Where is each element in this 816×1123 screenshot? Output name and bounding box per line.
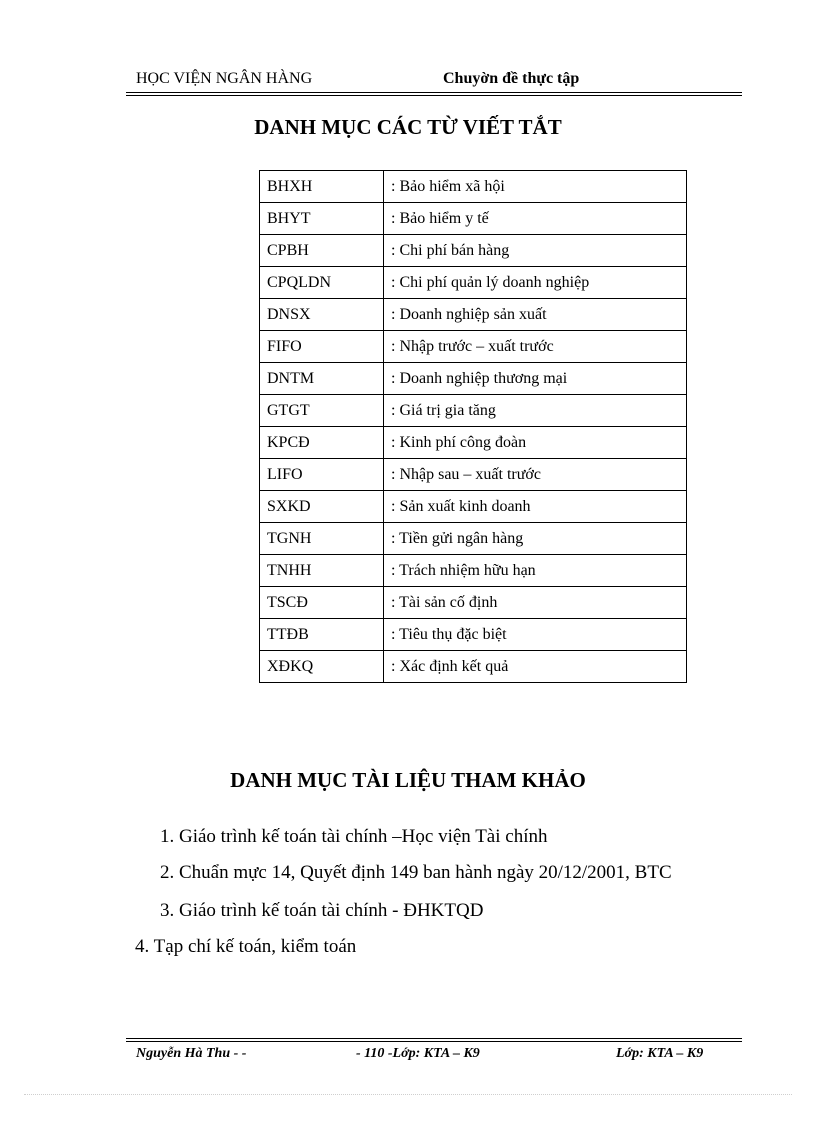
abbr-meaning: : Sản xuất kinh doanh	[384, 491, 687, 523]
page-header	[126, 70, 742, 92]
abbr-meaning: : Xác định kết quả	[384, 651, 687, 683]
header-doc-type: Chuyờn đề thực tập	[443, 70, 580, 87]
table-row	[260, 395, 687, 427]
abbr-code: SXKD	[260, 491, 384, 523]
footer-rule	[126, 1038, 742, 1042]
abbr-meaning: : Tài sản cố định	[384, 587, 687, 619]
abbr-meaning: : Nhập trước – xuất trước	[384, 331, 687, 363]
abbr-meaning: : Nhập sau – xuất trước	[384, 459, 687, 491]
table-row	[260, 235, 687, 267]
abbr-code: DNSX	[260, 299, 384, 331]
table-row	[260, 619, 687, 651]
abbr-code: DNTM	[260, 363, 384, 395]
table-row	[260, 587, 687, 619]
abbr-meaning: : Tiền gửi ngân hàng	[384, 523, 687, 555]
abbr-code: LIFO	[260, 459, 384, 491]
abbr-code: TTĐB	[260, 619, 384, 651]
abbr-meaning: : Doanh nghiệp sản xuất	[384, 299, 687, 331]
footer-class: Lớp: KTA – K9	[616, 1046, 704, 1061]
table-row	[260, 651, 687, 683]
abbr-code: FIFO	[260, 331, 384, 363]
abbr-meaning: : Bảo hiểm xã hội	[384, 171, 687, 203]
table-row	[260, 299, 687, 331]
abbr-code: GTGT	[260, 395, 384, 427]
abbr-code: TNHH	[260, 555, 384, 587]
abbreviations-table	[259, 170, 687, 683]
abbreviations-title: DANH MỤC CÁC TỪ VIẾT TẮT	[254, 115, 562, 139]
list-item: 3. Giáo trình kế toán tài chính - ĐHKTQD	[160, 900, 484, 921]
list-item: 2. Chuẩn mực 14, Quyết định 149 ban hành ngày 20/12/2001, BTC	[160, 862, 672, 883]
table-row	[260, 267, 687, 299]
abbr-meaning: : Tiêu thụ đặc biệt	[384, 619, 687, 651]
header-institution: HỌC VIỆN NGÂN HÀNG	[136, 70, 313, 87]
abbr-meaning: : Chi phí quản lý doanh nghiệp	[384, 267, 687, 299]
page-footer	[126, 1046, 742, 1066]
abbr-code: BHYT	[260, 203, 384, 235]
abbr-code: CPQLDN	[260, 267, 384, 299]
table-row	[260, 523, 687, 555]
abbr-code: BHXH	[260, 171, 384, 203]
abbr-code: KPCĐ	[260, 427, 384, 459]
table-row	[260, 491, 687, 523]
table-row	[260, 203, 687, 235]
abbr-meaning: : Trách nhiệm hữu hạn	[384, 555, 687, 587]
header-rule	[126, 92, 742, 96]
abbr-meaning: : Chi phí bán hàng	[384, 235, 687, 267]
abbr-meaning: : Bảo hiểm y tế	[384, 203, 687, 235]
table-row	[260, 459, 687, 491]
table-row	[260, 555, 687, 587]
abbr-meaning: : Kinh phí công đoàn	[384, 427, 687, 459]
list-item: 4. Tạp chí kế toán, kiểm toán	[135, 936, 357, 957]
abbr-code: TGNH	[260, 523, 384, 555]
table-row	[260, 171, 687, 203]
table-row	[260, 363, 687, 395]
abbr-code: TSCĐ	[260, 587, 384, 619]
abbr-code: XĐKQ	[260, 651, 384, 683]
table-row	[260, 331, 687, 363]
abbr-meaning: : Giá trị gia tăng	[384, 395, 687, 427]
footer-page-number: - 110 -Lớp: KTA – K9	[356, 1046, 480, 1061]
abbr-code: CPBH	[260, 235, 384, 267]
footer-author: Nguyễn Hà Thu - -	[136, 1046, 247, 1061]
references-title: DANH MỤC TÀI LIỆU THAM KHẢO	[230, 768, 586, 792]
abbr-meaning: : Doanh nghiệp thương mại	[384, 363, 687, 395]
list-item: 1. Giáo trình kế toán tài chính –Học viện Tài chính	[160, 826, 548, 847]
table-row	[260, 427, 687, 459]
page-edge-dots	[24, 1094, 792, 1095]
